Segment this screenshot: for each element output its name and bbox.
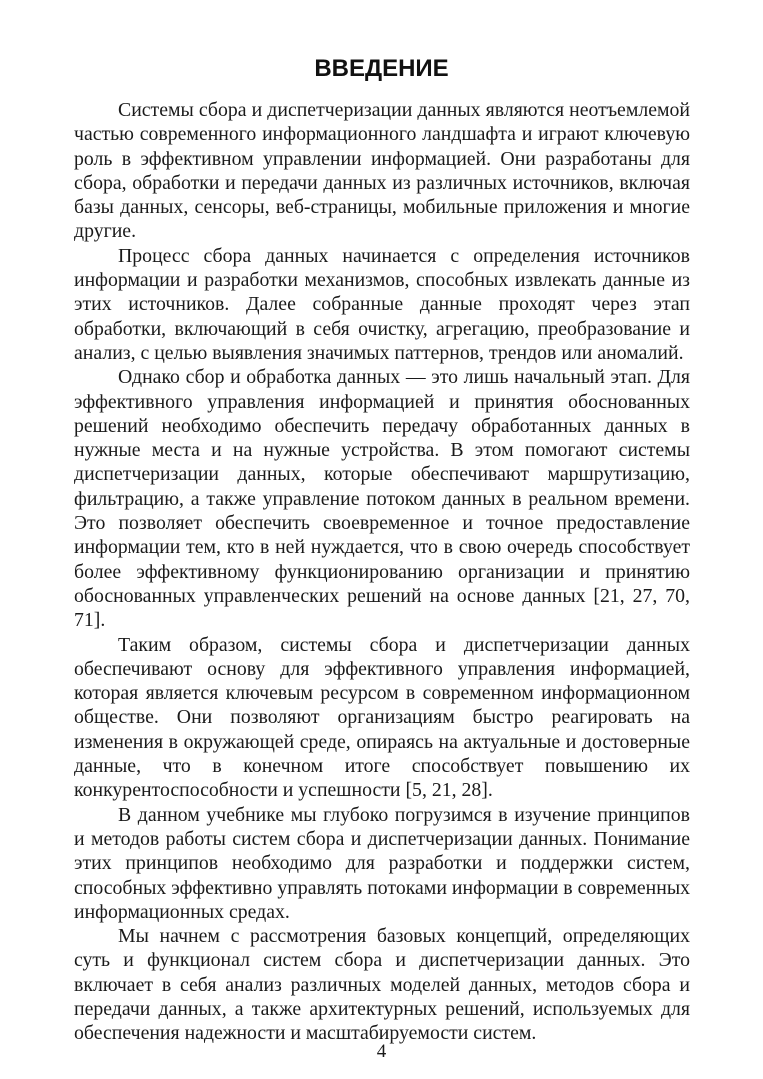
- paragraph-5: В данном учебнике мы глубоко погрузимся в изучение принципов и методов работы систем сбора и диспетчеризации данных. Понимание этих принципов необходимо для разработки и поддержки систем, способных эффективно управлять потоками информации в современных информационных средах.: [74, 803, 690, 923]
- paragraph-1: Системы сбора и диспетчеризации данных являются неотъемлемой частью современного информационного ландшафта и играют ключевую роль в эффективном управлении информацией. Они разработаны для сбора, обработки и передачи данных из различных источников, включая базы данных, сенсоры, веб-страницы, мобильные приложения и многие другие.: [74, 99, 690, 243]
- page-number: 4: [376, 1041, 387, 1062]
- paragraph-3: Однако сбор и обработка данных — это лишь начальный этап. Для эффективного управления информацией и принятия обоснованных решений необходимо обеспечить передачу обработанных данных в нужные места и на нужные устройства. В этом помогают системы диспетчеризации данных, которые обеспечивают маршрутизацию, фильтрацию, а также управление потоком данных в реальном времени. Это позволяет обеспечить своевременное и точное предоставление информации тем, кто в ней нуждается, что в свою очередь способствует более эффективному функционированию организации и принятию обоснованных управленческих решений на основе данных [21, 27, 70, 71].: [74, 366, 690, 632]
- paragraph-2: Процесс сбора данных начинается с определения источников информации и разработки механизмов, способных извлекать данные из этих источников. Далее собранные данные проходят через этап обработки, включающий в себя очистку, агрегацию, преобразование и анализ, с целью выявления значимых паттернов, трендов или аномалий.: [74, 244, 690, 364]
- body-text: [74, 98, 690, 1046]
- page-title: ВВЕДЕНИЕ: [314, 55, 449, 82]
- paragraph-6: Мы начнем с рассмотрения базовых концепций, определяющих суть и функционал систем сбора и диспетчеризации данных. Это включает в себя анализ различных моделей данных, методов сбора и передачи данных, а также архитектурных решений, используемых для обеспечения надежности и масштабируемости систем.: [74, 925, 690, 1045]
- paragraph-4: Таким образом, системы сбора и диспетчеризации данных обеспечивают основу для эффективного управления информацией, которая является ключевым ресурсом в современном информационном обществе. Они позволяют организациям быстро реагировать на изменения в окружающей среде, опираясь на актуальные и достоверные данные, что в конечном итоге способствует повышению их конкурентоспособности и успешности [5, 21, 28].: [74, 633, 690, 802]
